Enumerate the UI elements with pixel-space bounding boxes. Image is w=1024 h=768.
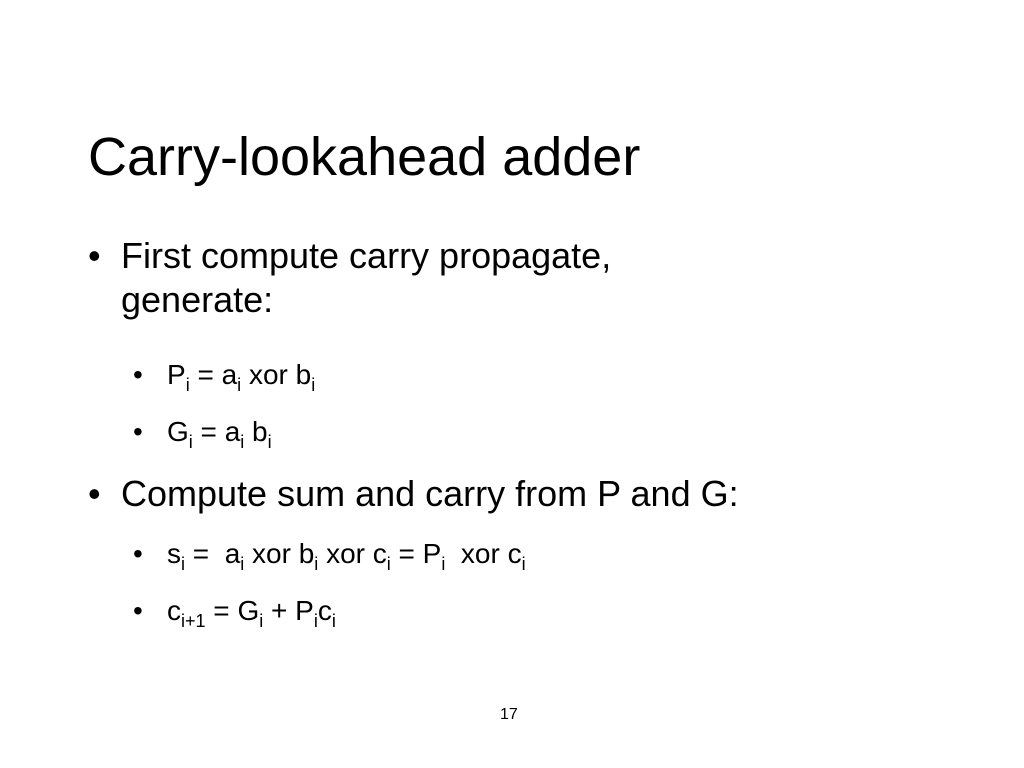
formula-text: = a: [192, 416, 241, 447]
formula-subscript: i: [313, 611, 318, 631]
formula-text: b: [244, 416, 268, 447]
formula-subscript: i: [240, 432, 245, 452]
formula-subscript: i: [188, 432, 193, 452]
formula-subscript: i: [314, 554, 319, 574]
bullet-marker: •: [133, 359, 143, 390]
formula-text: = G: [205, 595, 260, 626]
bullet-compute-propagate-generate: [88, 234, 908, 322]
formula-subscript: i: [267, 432, 272, 452]
page-number: 17: [500, 706, 518, 723]
formula-text: G: [167, 416, 189, 447]
formula-text: + P: [263, 595, 314, 626]
slide-title: Carry-lookahead adder: [88, 127, 641, 187]
formula-text: P: [167, 359, 186, 390]
formula-subscript: i: [441, 554, 446, 574]
formula-subscript: i: [259, 611, 264, 631]
formula-text: = P: [390, 538, 442, 569]
formula-text: c: [317, 595, 332, 626]
bullet-marker: •: [88, 473, 101, 514]
bullet-marker: •: [88, 235, 101, 276]
formula-subscript: i: [237, 375, 242, 395]
formula-text: xor c: [445, 538, 522, 569]
bullet-text-line: generate:: [121, 279, 274, 320]
formula-text: c: [167, 595, 181, 626]
formula-subscript: i+1: [181, 611, 206, 631]
bullet-marker: •: [133, 416, 143, 447]
formula-subscript: i: [181, 554, 185, 574]
formula-text: s: [167, 538, 181, 569]
formula-subscript: i: [386, 554, 391, 574]
bullet-text-line: First compute carry propagate,: [121, 235, 612, 276]
formula-text: xor b: [244, 538, 315, 569]
formula-text: xor b: [241, 359, 312, 390]
bullet-marker: •: [133, 595, 143, 626]
formula-text: c: [372, 538, 387, 569]
formula-expression: [167, 537, 526, 574]
formula-subscript: i: [240, 554, 245, 574]
formula-subscript: i: [311, 375, 316, 395]
formula-text: xor: [318, 538, 373, 569]
formula-text: = a: [185, 538, 241, 569]
formula-subscript: i: [185, 375, 190, 395]
bullet-compute-sum-carry: [88, 472, 908, 516]
formula-expression: [167, 358, 316, 395]
formula-text: = a: [189, 359, 238, 390]
bullet-text-line: Compute sum and carry from P and G:: [121, 473, 739, 514]
formula-subscript: i: [331, 611, 336, 631]
formula-subscript: i: [521, 554, 526, 574]
bullet-marker: •: [133, 538, 143, 569]
formula-expression: [167, 415, 272, 452]
formula-expression: [167, 594, 336, 631]
